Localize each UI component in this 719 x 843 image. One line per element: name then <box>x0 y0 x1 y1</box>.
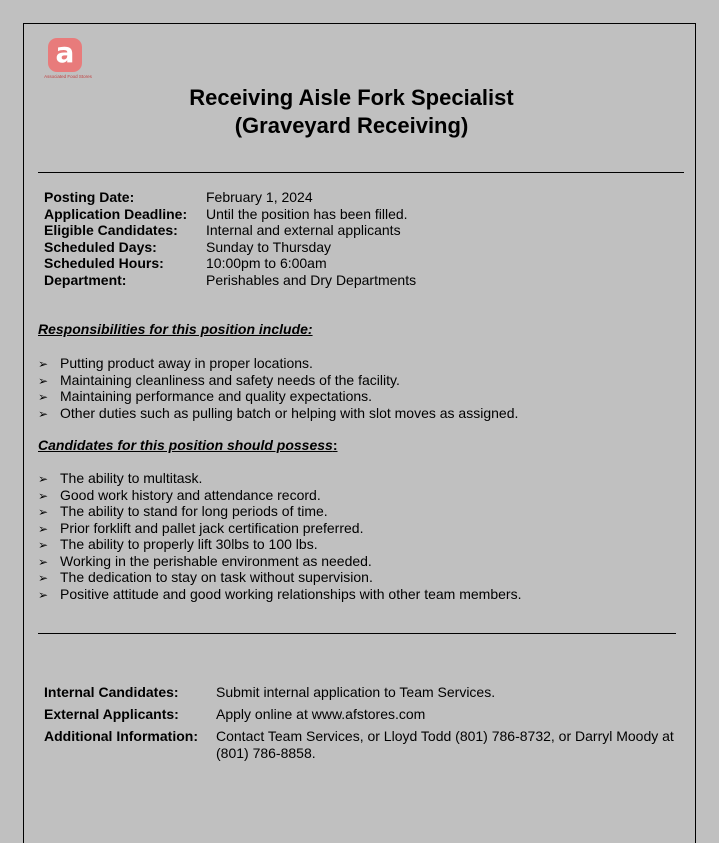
list-item: ➢ Prior forklift and pallet jack certification preferred. <box>38 519 364 536</box>
arrow-bullet-icon: ➢ <box>38 554 49 569</box>
contact-label: External Applicants: <box>44 706 179 722</box>
detail-row <box>44 206 416 223</box>
list-item: ➢ Putting product away in proper locations. <box>38 355 313 371</box>
detail-label: Scheduled Days: <box>44 238 157 255</box>
posting-details <box>44 189 416 288</box>
logo-text: Associated Food Stores <box>44 74 92 79</box>
detail-row <box>44 189 416 206</box>
detail-label: Department: <box>44 271 127 288</box>
divider-bottom <box>38 633 676 634</box>
contact-label: Internal Candidates: <box>44 684 179 700</box>
arrow-bullet-icon: ➢ <box>38 538 49 552</box>
contact-label: Additional Information: <box>44 728 198 744</box>
contact-row <box>44 684 684 701</box>
detail-value: 10:00pm to 6:00am <box>206 255 327 271</box>
responsibilities-list <box>38 355 518 421</box>
detail-row <box>44 255 416 272</box>
contact-value: Submit internal application to Team Services. <box>216 684 496 700</box>
arrow-bullet-icon: ➢ <box>38 587 49 602</box>
contact-row <box>44 728 684 762</box>
detail-value: Until the position has been filled. <box>206 205 408 222</box>
detail-label: Posting Date: <box>44 189 135 205</box>
list-item: ➢ The ability to properly lift 30lbs to 100 lbs. <box>38 536 318 552</box>
detail-row <box>44 239 416 256</box>
title-line-1: Receiving Aisle Fork Specialist <box>189 85 514 110</box>
page-title <box>24 84 679 140</box>
contact-section <box>44 684 684 767</box>
arrow-bullet-icon: ➢ <box>38 357 49 371</box>
contact-value: Contact Team Services, or Lloyd Todd (801) 786-8732, or Darryl Moody at (801) 786-8858. <box>216 728 674 761</box>
arrow-bullet-icon: ➢ <box>38 571 49 585</box>
detail-label: Application Deadline: <box>44 205 188 222</box>
detail-row <box>44 272 416 289</box>
logo-mark-icon: a <box>48 38 82 72</box>
arrow-bullet-icon: ➢ <box>38 373 49 388</box>
contact-row <box>44 706 684 723</box>
responsibilities-heading: Responsibilities for this position include: <box>38 321 313 337</box>
detail-value: Internal and external applicants <box>206 222 401 238</box>
detail-value: Perishables and Dry Departments <box>206 271 417 288</box>
list-item: ➢ Good work history and attendance record. <box>38 486 321 503</box>
detail-label: Scheduled Hours: <box>44 255 164 271</box>
job-posting-page <box>23 23 696 843</box>
detail-row <box>44 222 416 239</box>
qualifications-list <box>38 470 521 602</box>
list-item: ➢ The ability to multitask. <box>38 470 203 486</box>
list-item: ➢ Working in the perishable environment as needed. <box>38 552 372 569</box>
title-line-2: (Graveyard Receiving) <box>234 113 469 138</box>
list-item: ➢ Maintaining performance and quality expectations. <box>38 388 373 404</box>
list-item: ➢ The dedication to stay on task without supervision. <box>38 569 373 585</box>
list-item: ➢ Maintaining cleanliness and safety needs of the facility. <box>38 371 400 388</box>
contact-value: Apply online at www.afstores.com <box>216 706 426 722</box>
detail-value: February 1, 2024 <box>206 189 313 205</box>
detail-label: Eligible Candidates: <box>44 222 178 238</box>
detail-value: Sunday to Thursday <box>206 238 332 255</box>
qualifications-heading: Candidates for this position should possess: <box>38 437 338 453</box>
list-item: ➢ Other duties such as pulling batch or helping with slot moves as assigned. <box>38 404 519 421</box>
arrow-bullet-icon: ➢ <box>38 521 49 536</box>
arrow-bullet-icon: ➢ <box>38 488 49 503</box>
arrow-bullet-icon: ➢ <box>38 472 49 486</box>
company-logo <box>38 38 98 82</box>
list-item: ➢ The ability to stand for long periods of time. <box>38 503 328 519</box>
arrow-bullet-icon: ➢ <box>38 390 49 404</box>
arrow-bullet-icon: ➢ <box>38 505 49 519</box>
divider-top <box>38 172 684 173</box>
list-item: ➢ Positive attitude and good working relationships with other team members. <box>38 585 522 602</box>
arrow-bullet-icon: ➢ <box>38 406 49 421</box>
